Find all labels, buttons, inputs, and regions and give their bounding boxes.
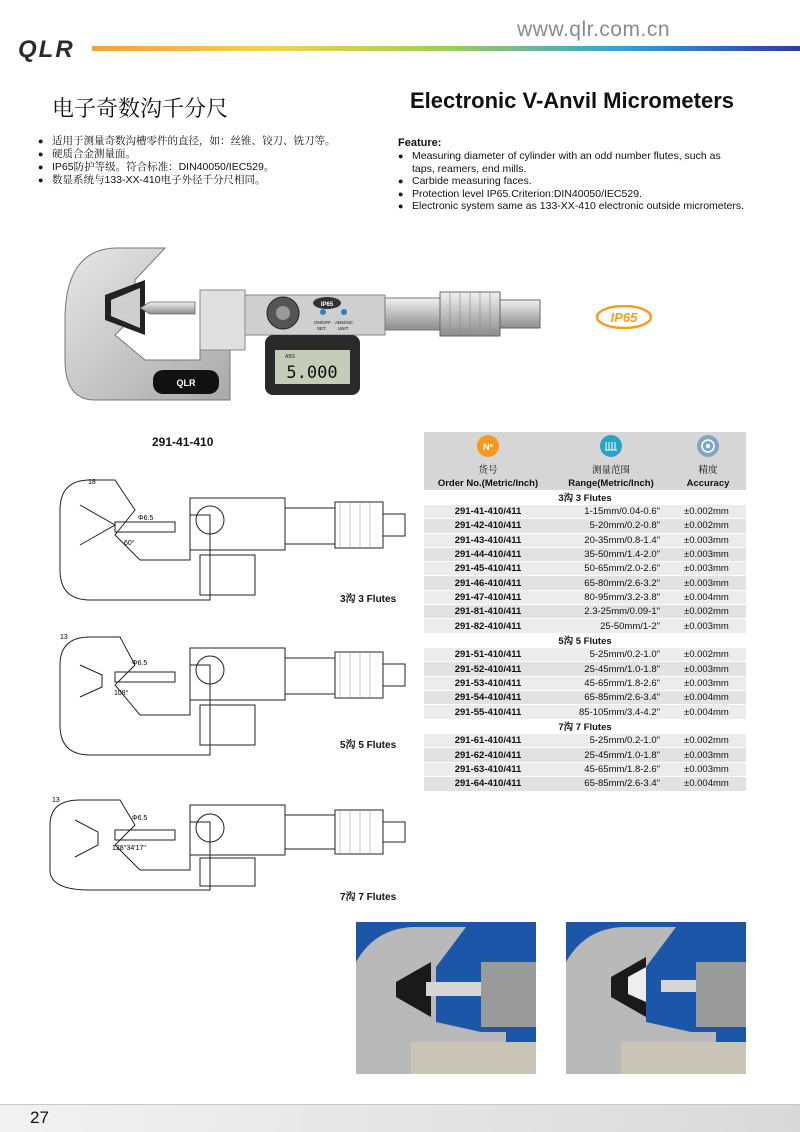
accuracy-cell: ±0.004mm	[670, 590, 746, 604]
brand-plate-text: QLR	[176, 378, 196, 388]
footer-bar	[0, 1104, 800, 1132]
drawing-angle: 108°	[114, 690, 129, 697]
header-order-no: Order No.(Metric/Inch)	[424, 476, 552, 490]
order-number-cell: 291-43-410/411	[424, 533, 552, 547]
header-order-no-cn: 货号	[424, 462, 552, 476]
order-number-cell: 291-42-410/411	[424, 519, 552, 533]
page-number: 27	[30, 1108, 49, 1127]
range-cell: 25-50mm/1-2"	[552, 619, 670, 633]
accuracy-cell: ±0.002mm	[670, 734, 746, 748]
table-row	[424, 734, 746, 748]
feature-list	[398, 150, 778, 213]
order-number-cell: 291-51-410/411	[424, 648, 552, 662]
table-row	[424, 662, 746, 676]
group-label: 7沟 7 Flutes	[424, 719, 746, 734]
accuracy-cell: ±0.004mm	[670, 705, 746, 719]
order-number-cell: 291-61-410/411	[424, 734, 552, 748]
table-row	[424, 605, 746, 619]
order-number-cell: 291-45-410/411	[424, 562, 552, 576]
accuracy-cell: ±0.003mm	[670, 576, 746, 590]
accuracy-cell: ±0.003mm	[670, 748, 746, 762]
accuracy-cell: ±0.003mm	[670, 662, 746, 676]
accuracy-cell: ±0.002mm	[670, 605, 746, 619]
order-number-cell: 291-81-410/411	[424, 605, 552, 619]
drawing-7-flutes	[20, 790, 410, 900]
button-label-onoff: ON/OFF	[314, 320, 331, 325]
button-label-set: SET	[317, 326, 326, 331]
features-heading: Feature:	[398, 137, 442, 149]
table-row	[424, 533, 746, 547]
usage-photo-left	[356, 922, 536, 1074]
drawing-dim-width: 13	[60, 634, 68, 641]
usage-photo-right	[566, 922, 746, 1074]
feature-item: ● Carbide measuring faces.	[398, 175, 778, 188]
button-label-absinc: ABS/INC	[335, 320, 354, 325]
drawing-dim-diameter: Φ6.5	[132, 660, 148, 667]
website-url[interactable]: www.qlr.com.cn	[517, 18, 670, 41]
order-number-cell: 291-44-410/411	[424, 547, 552, 561]
feature-item-continued: taps, reamers, end mills.	[412, 162, 527, 175]
table-group-header	[424, 490, 746, 505]
page-title-en: Electronic V-Anvil Micrometers	[410, 88, 734, 113]
drawing-label-3-flutes: 3沟 3 Flutes	[340, 594, 397, 605]
display-mode: ABS	[285, 354, 296, 360]
body-ip-logo: IP65	[320, 302, 334, 308]
order-number-cell: 291-64-410/411	[424, 777, 552, 791]
page-title-cn: 电子奇数沟千分尺	[52, 96, 229, 121]
feature-item: ● Protection level IP65.Criterion:DIN40050/IEC529.	[398, 188, 778, 201]
range-cell: 5-25mm/0.2-1.0"	[552, 648, 670, 662]
table-row	[424, 748, 746, 762]
drawing-dim-diameter: Φ6.5	[132, 815, 148, 822]
bullet-item: ● 硬质合金测量面。	[38, 148, 378, 161]
accuracy-cell: ±0.002mm	[670, 648, 746, 662]
range-cell: 45-65mm/1.8-2.6"	[552, 676, 670, 690]
table-group-header	[424, 719, 746, 734]
range-cell: 45-65mm/1.8-2.6"	[552, 762, 670, 776]
drawing-label-5-flutes: 5沟 5 Flutes	[340, 740, 397, 751]
order-number-cell: 291-52-410/411	[424, 662, 552, 676]
accuracy-icon	[670, 432, 746, 462]
bullet-list-cn	[38, 135, 378, 187]
ip65-badge-text: IP65	[610, 310, 638, 325]
table-row	[424, 505, 746, 519]
range-cell: 5-20mm/0.2-0.8"	[552, 519, 670, 533]
order-number-cell: 291-62-410/411	[424, 748, 552, 762]
range-cell: 65-85mm/2.6-3.4"	[552, 777, 670, 791]
order-number-cell: 291-54-410/411	[424, 691, 552, 705]
range-icon	[552, 432, 670, 462]
order-number-cell: 291-55-410/411	[424, 705, 552, 719]
range-cell: 5-25mm/0.2-1.0"	[552, 734, 670, 748]
table-row	[424, 676, 746, 690]
order-number-cell: 291-82-410/411	[424, 619, 552, 633]
micrometer-photo	[55, 240, 550, 415]
button-label-unit: UNIT	[338, 326, 349, 331]
order-number-cell: 291-53-410/411	[424, 676, 552, 690]
range-cell: 65-80mm/2.6-3.2"	[552, 576, 670, 590]
order-number-cell: 291-41-410/411	[424, 505, 552, 519]
accuracy-cell: ±0.003mm	[670, 533, 746, 547]
table-row	[424, 619, 746, 633]
svg-text:Nº: Nº	[483, 441, 493, 452]
feature-item: ● Electronic system same as 133-XX-410 electronic outside micrometers.	[398, 200, 778, 213]
range-cell: 85-105mm/3.4-4.2"	[552, 705, 670, 719]
drawing-angle: 128°34'17"	[112, 845, 146, 852]
bullet-item: ● 适用于测量奇数沟槽零件的直径，如：丝锥、铰刀、铣刀等。	[38, 135, 378, 148]
table-row	[424, 648, 746, 662]
header-gradient-bar	[92, 46, 800, 51]
range-cell: 80-95mm/3.2-3.8"	[552, 590, 670, 604]
ip65-badge	[596, 305, 652, 329]
order-number-icon	[424, 432, 552, 462]
table-group-header	[424, 633, 746, 648]
brand-logo: QLR	[18, 36, 75, 63]
spec-table	[424, 432, 746, 791]
order-number-cell: 291-46-410/411	[424, 576, 552, 590]
drawing-dim-width: 13	[52, 797, 60, 804]
header-accuracy-cn: 精度	[670, 462, 746, 476]
table-row	[424, 590, 746, 604]
drawing-3-flutes	[20, 470, 410, 610]
drawing-dim-width: 18	[88, 479, 96, 486]
table-row	[424, 777, 746, 791]
drawing-angle: 60°	[124, 540, 135, 547]
table-row	[424, 519, 746, 533]
table-row	[424, 691, 746, 705]
table-row	[424, 547, 746, 561]
accuracy-cell: ±0.003mm	[670, 562, 746, 576]
product-model-label: 291-41-410	[152, 435, 214, 449]
range-cell: 35-50mm/1.4-2.0"	[552, 547, 670, 561]
table-row	[424, 705, 746, 719]
range-cell: 50-65mm/2.0-2.6"	[552, 562, 670, 576]
header-accuracy: Accuracy	[670, 476, 746, 490]
group-label: 5沟 5 Flutes	[424, 633, 746, 648]
drawing-dim-diameter: Φ6.5	[138, 515, 154, 522]
accuracy-cell: ±0.003mm	[670, 762, 746, 776]
table-row	[424, 762, 746, 776]
accuracy-cell: ±0.004mm	[670, 691, 746, 705]
order-number-cell: 291-63-410/411	[424, 762, 552, 776]
header-range-cn: 测量范围	[552, 462, 670, 476]
bullet-item: ● 数显系统与133-XX-410电子外径千分尺相同。	[38, 174, 378, 187]
accuracy-cell: ±0.002mm	[670, 505, 746, 519]
range-cell: 1-15mm/0.04-0.6"	[552, 505, 670, 519]
drawing-label-7-flutes: 7沟 7 Flutes	[340, 892, 397, 903]
accuracy-cell: ±0.003mm	[670, 619, 746, 633]
accuracy-cell: ±0.002mm	[670, 519, 746, 533]
table-row	[424, 576, 746, 590]
header-range: Range(Metric/Inch)	[552, 476, 670, 490]
bullet-item: ● IP65防护等级。符合标准：DIN40050/IEC529。	[38, 161, 378, 174]
feature-item: ● Measuring diameter of cylinder with an odd number flutes, such as	[398, 150, 778, 163]
accuracy-cell: ±0.003mm	[670, 547, 746, 561]
accuracy-cell: ±0.004mm	[670, 777, 746, 791]
range-cell: 20-35mm/0.8-1.4"	[552, 533, 670, 547]
group-label: 3沟 3 Flutes	[424, 490, 746, 505]
range-cell: 25-45mm/1.0-1.8"	[552, 662, 670, 676]
order-number-cell: 291-47-410/411	[424, 590, 552, 604]
display-readout: 5.000	[286, 363, 338, 383]
range-cell: 25-45mm/1.0-1.8"	[552, 748, 670, 762]
range-cell: 65-85mm/2.6-3.4"	[552, 691, 670, 705]
table-row	[424, 562, 746, 576]
range-cell: 2.3-25mm/0.09-1"	[552, 605, 670, 619]
accuracy-cell: ±0.003mm	[670, 676, 746, 690]
